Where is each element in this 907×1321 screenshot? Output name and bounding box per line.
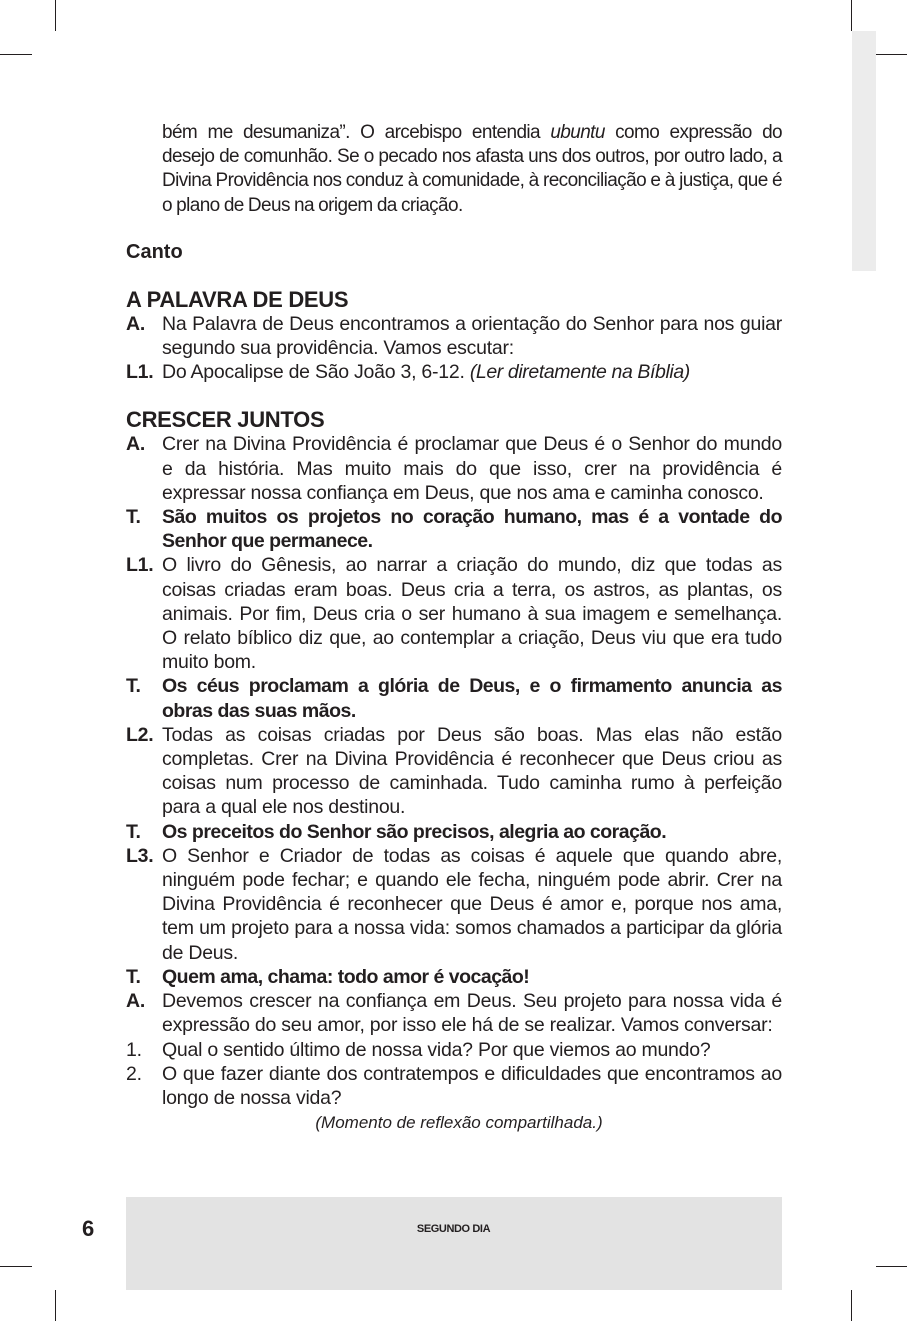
response-text: Os céus proclamam a glória de Deus, e o firmamento anuncia as obras das suas mãos. bbox=[162, 675, 782, 722]
question-item bbox=[126, 1038, 782, 1062]
speaker-label: A. bbox=[126, 312, 145, 335]
page-content bbox=[126, 121, 782, 1135]
speaker-label: A. bbox=[126, 433, 145, 456]
question-number: 1. bbox=[126, 1038, 142, 1061]
crop-mark bbox=[0, 1266, 32, 1267]
list-item-response bbox=[126, 820, 782, 844]
speaker-label: L1. bbox=[126, 361, 154, 384]
item-text: O livro do Gênesis, ao narrar a criação do mundo, diz que todas as coisas criadas eram boas. Deus cria a terra, os astros, as plantas, os animais. Por fim, Deus cria o ser humano à sua imagem e semelhança. O relato bíblico diz que, ao contemplar a criação, Deus viu que era tudo muito bom. bbox=[162, 554, 782, 674]
reading-reference: Do Apocalipse de São João 3, 6-12. bbox=[162, 361, 470, 384]
item-text: O Senhor e Criador de todas as coisas é aquele que quando abre, ninguém pode fechar; e quando ele fecha, ninguém pode abrir. Crer na Divina Providência é reconhecer que Deus é amor e, porque nos ama, tem um projeto para a nossa vida: somos chamados a participar da glória de Deus. bbox=[162, 844, 782, 964]
item-text bbox=[162, 360, 782, 384]
speaker-label: L2. bbox=[126, 723, 154, 746]
response-text: São muitos os projetos no coração humano, mas é a vontade do Senhor que permanece. bbox=[162, 506, 782, 553]
speaker-label: T. bbox=[126, 965, 141, 988]
crop-mark bbox=[55, 1290, 56, 1321]
list-item bbox=[126, 989, 782, 1037]
footer-bar bbox=[126, 1197, 782, 1290]
item-text: Todas as coisas criadas por Deus são boas. Mas elas não estão completas. Crer na Divina Providência é reconhecer que Deus criou as coisas num processo de caminhada. Tudo caminha rumo à perfeição para a qual ele nos destinou. bbox=[162, 723, 782, 819]
speaker-label: A. bbox=[126, 990, 145, 1013]
question-text: Qual o sentido último de nossa vida? Por que viemos ao mundo? bbox=[162, 1038, 711, 1061]
response-text: Quem ama, chama: todo amor é vocação! bbox=[162, 965, 530, 988]
list-item-response bbox=[126, 674, 782, 722]
canto-heading: Canto bbox=[126, 240, 183, 263]
list-item-response bbox=[126, 505, 782, 553]
question-text: O que fazer diante dos contratempos e dificuldades que encontramos ao longo de nossa vida? bbox=[162, 1062, 782, 1109]
intro-paragraph bbox=[162, 121, 782, 218]
section-title-palavra: A PALAVRA DE DEUS bbox=[126, 286, 349, 312]
list-item bbox=[126, 360, 782, 384]
intro-text: como expressão do desejo de comunhão. Se o pecado nos afasta uns dos outros, por outro lado, a Divina Providência nos conduz à comunidade, à reconciliação e à justiça, que é o plano de Deus na origem da criação. bbox=[162, 122, 783, 216]
crop-mark bbox=[0, 54, 32, 55]
crop-mark bbox=[851, 1290, 852, 1321]
list-item-response bbox=[126, 965, 782, 989]
speaker-label: T. bbox=[126, 675, 141, 698]
list-item bbox=[126, 723, 782, 820]
list-item bbox=[126, 432, 782, 505]
item-text: Na Palavra de Deus encontramos a orientação do Senhor para nos guiar segundo sua providência. Vamos escutar: bbox=[162, 312, 782, 360]
speaker-label: T. bbox=[126, 820, 141, 843]
intro-text: bém me desumaniza”. O arcebispo entendia bbox=[162, 122, 551, 143]
list-item bbox=[126, 553, 782, 674]
running-title: SEGUNDO DIA bbox=[416, 1223, 491, 1235]
question-item bbox=[126, 1062, 782, 1110]
list-item bbox=[126, 844, 782, 965]
crescer-list bbox=[126, 432, 782, 1110]
thumb-index-tab bbox=[852, 31, 876, 271]
list-item bbox=[126, 312, 782, 360]
speaker-label: T. bbox=[126, 506, 141, 529]
question-number: 2. bbox=[126, 1062, 142, 1085]
item-text: Devemos crescer na confiança em Deus. Seu projeto para nossa vida é expressão do seu amor, por isso ele há de se realizar. Vamos conversar: bbox=[162, 990, 782, 1037]
page-number: 6 bbox=[82, 1216, 95, 1241]
response-text: Os preceitos do Senhor são precisos, alegria ao coração. bbox=[162, 820, 667, 843]
section-title-crescer: CRESCER JUNTOS bbox=[126, 407, 325, 433]
item-text: Crer na Divina Providência é proclamar que Deus é o Senhor do mundo e da história. Mas muito mais do que isso, crer na providência é expressar nossa confiança em Deus, que nos ama e caminha conosco. bbox=[162, 433, 782, 504]
speaker-label: L3. bbox=[126, 844, 154, 867]
reflection-note: (Momento de reflexão compartilhada.) bbox=[315, 1113, 603, 1133]
palavra-list bbox=[126, 312, 782, 385]
intro-emphasis: ubuntu bbox=[550, 122, 605, 143]
crop-mark bbox=[55, 0, 56, 31]
reading-note: (Ler diretamente na Bíblia) bbox=[469, 361, 690, 384]
crop-mark bbox=[876, 54, 907, 55]
speaker-label: L1. bbox=[126, 554, 154, 577]
crop-mark bbox=[851, 0, 852, 31]
crop-mark bbox=[876, 1266, 907, 1267]
